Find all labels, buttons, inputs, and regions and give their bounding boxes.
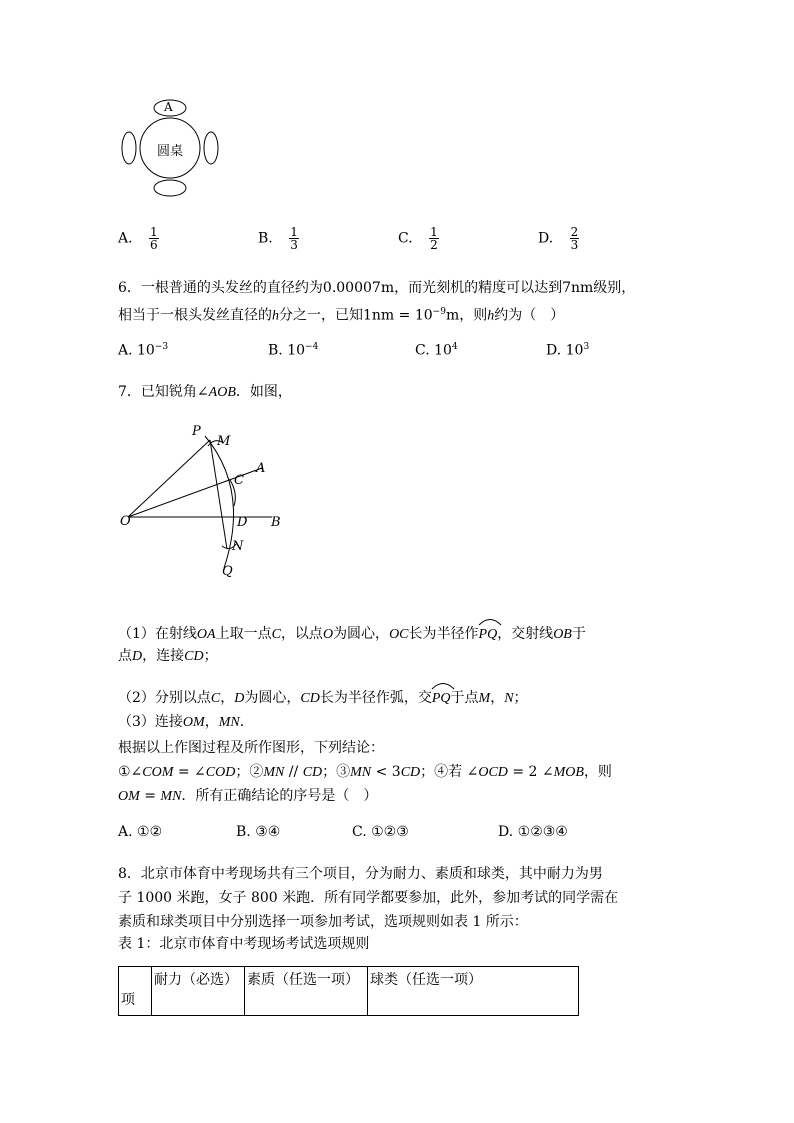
option-letter: D. [538, 230, 554, 247]
q5-option-b[interactable] [258, 226, 299, 251]
table-header-cell: 素质（任选一项） [245, 967, 368, 1016]
q7-option-a[interactable]: A. ①② [118, 824, 163, 840]
q6-option-c[interactable]: C. $10^4$ [415, 342, 458, 359]
q5-option-c[interactable] [398, 226, 439, 251]
label-n: N [232, 539, 244, 554]
q6-option-d[interactable]: D. $10^3$ [546, 342, 590, 359]
segment-om [128, 440, 210, 517]
option-letter: C. [398, 230, 413, 247]
q8-line-2: 子 1000 米跑，女子 800 米跑．所有同学都要参加，此外，参加考试的同学需在 [118, 890, 619, 906]
table-header-cell: 球类（任选一项） [368, 967, 579, 1016]
q7-option-c[interactable]: C. ①②③ [352, 824, 409, 840]
q7-summary: 根据以上作图过程及所作图形，下列结论： [118, 740, 384, 756]
q5-option-d[interactable] [538, 226, 579, 251]
label-q: Q [222, 564, 233, 579]
seat-bottom [154, 180, 186, 196]
q7-option-d[interactable]: D. ①②③④ [498, 824, 568, 840]
arc-notation: PQ [479, 618, 498, 645]
q7-step3: （3）连接OM，MN． [118, 714, 254, 730]
fraction: $\frac{1}{3}$ [290, 225, 298, 252]
label-o: O [120, 514, 131, 529]
q7-step2: （2）分别以点C，D为圆心，CD长为半径作弧，交 PQ于点M，N； [118, 682, 528, 709]
q8-line-1: 8．北京市体育中考现场共有三个项目，分为耐力、素质和球类，其中耐力为男 [118, 866, 603, 882]
q5-option-a[interactable] [118, 226, 159, 251]
label-p: P [192, 424, 201, 439]
q6-line-1: 6．一根普通的头发丝的直径约为0.00007m，而光刻机的精度可以达到7nm级别， [118, 280, 636, 296]
q6-line-2: 相当于一根头发丝直径的h分之一，已知$1nm = 10^{-9}m$，则h约为（ ） [118, 307, 565, 324]
q7-step1-line1: （1）在射线OA上取一点C，以点O为圆心，OC长为半径作 PQ，交射线OB于 [118, 618, 586, 645]
label-c: C [234, 473, 244, 488]
fraction: $\frac{1}{2}$ [430, 225, 438, 252]
label-m: M [217, 434, 231, 449]
q7-conclusions-line1: ①∠COM = ∠COD；②MN // CD；③MN < 3CD；④若 ∠OCD = 2 ∠MOB，则 [118, 764, 612, 780]
label-d: D [237, 515, 248, 530]
q7-step1-line2: 点D，连接CD； [118, 648, 218, 664]
table-label: 圆桌 [157, 144, 184, 159]
seat-left [122, 132, 136, 164]
seat-right [204, 132, 218, 164]
option-letter: B. [258, 230, 273, 247]
q7-conclusions-line2: OM = MN．所有正确结论的序号是（ ） [118, 788, 378, 804]
q8-line-3: 素质和球类项目中分别选择一项参加考试，选项规则如表 1 所示： [118, 914, 528, 930]
arc-notation: PQ [432, 682, 451, 709]
label-a: A [256, 461, 266, 476]
seat-label-a: A [164, 100, 173, 114]
q6-option-b[interactable]: B. $10^{-4}$ [268, 342, 319, 359]
table-header-cell: 耐力（必选） [152, 967, 245, 1016]
label-b: B [271, 515, 281, 530]
table-header-cell: 项 [119, 967, 152, 1016]
q8-table-caption: 表 1：北京市体育中考现场考试选项规则 [118, 936, 370, 952]
fraction: $\frac{1}{6}$ [150, 225, 158, 252]
q7-option-b[interactable]: B. ③④ [236, 824, 281, 840]
rules-table [118, 966, 579, 1016]
option-letter: A. [118, 230, 133, 247]
table-row [119, 967, 579, 1016]
fraction: $\frac{2}{3}$ [570, 225, 579, 252]
q6-option-a[interactable]: A. $10^{-3}$ [118, 342, 169, 359]
geometry-figure [110, 418, 300, 583]
q7-title: 7．已知锐角∠AOB．如图， [118, 384, 292, 400]
